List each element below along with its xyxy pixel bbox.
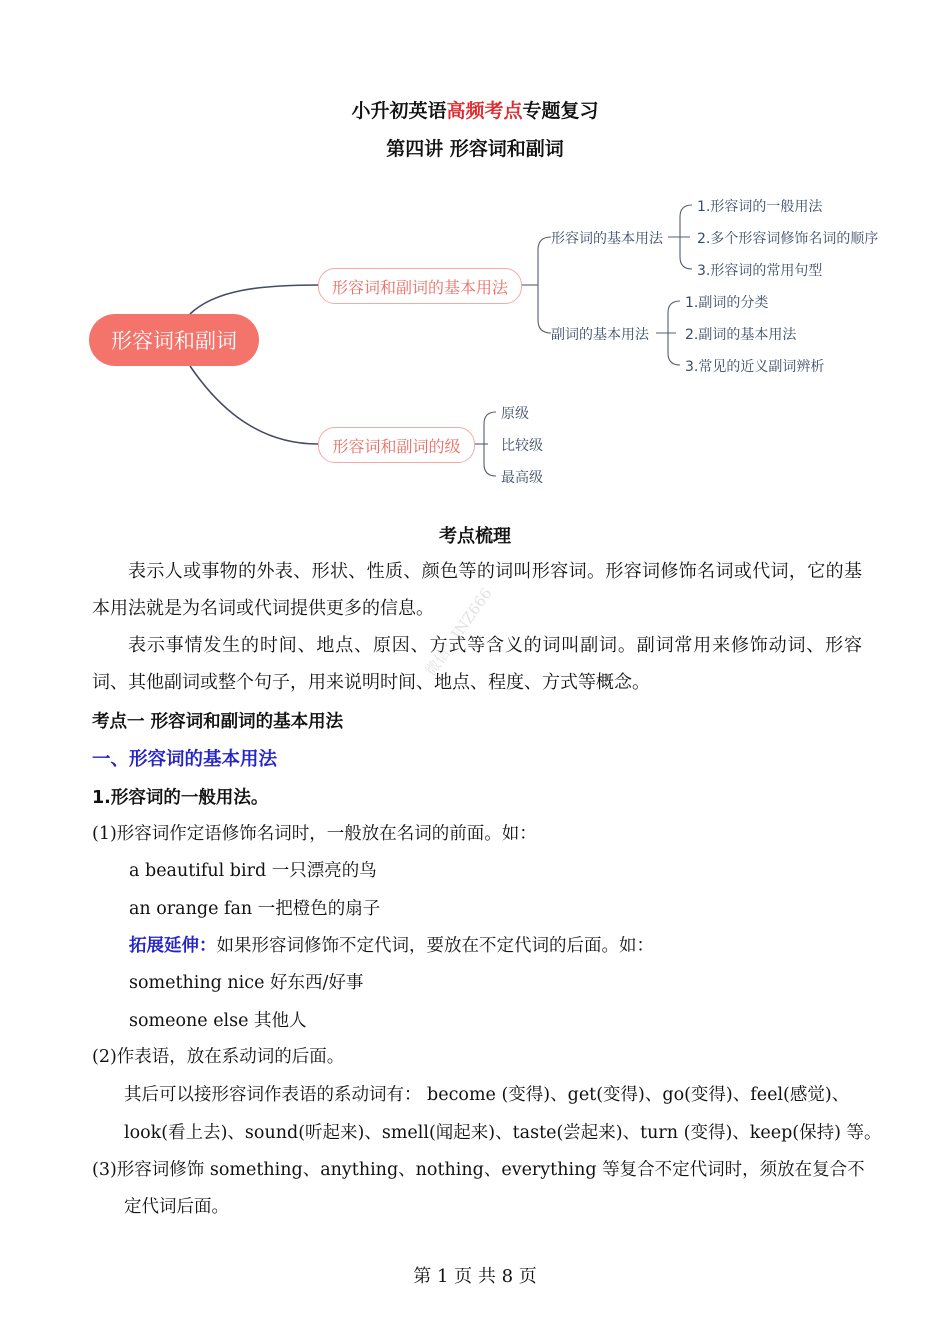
- lecture-title: 第四讲 形容词和副词: [386, 138, 564, 160]
- rule-2-detail: 其后可以接形容词作表语的系动词有： become (变得)、get(变得)、go(变得)、feel(感觉)、: [124, 1085, 850, 1105]
- paragraph-adjective-definition: 表示人或事物的外表、形状、性质、颜色等的词叫形容词。形容词修饰名词或代词，它的基本用法就是为名词或代词提供更多的信息。: [92, 561, 862, 619]
- mindmap-leaf: 2.副词的基本用法: [685, 327, 797, 343]
- title-prefix: 小升初英语: [351, 100, 447, 122]
- rule-2: (2)作表语，放在系动词的后面。: [92, 1047, 345, 1067]
- section-title: 考点梳理: [439, 526, 511, 547]
- extension-note: [129, 932, 654, 957]
- mindmap-leaf: 1.副词的分类: [685, 295, 769, 311]
- example-line: someone else 其他人: [129, 1011, 307, 1031]
- mindmap-leaf: 最高级: [501, 470, 543, 486]
- rule-1: (1)形容词作定语修饰名词时，一般放在名词的前面。如：: [92, 824, 537, 844]
- connector-root-branch1: [190, 285, 318, 314]
- page-number: 第 1 页 共 8 页: [413, 1266, 537, 1287]
- mindmap-sub-adjective: 形容词的基本用法: [551, 231, 663, 247]
- extension-label: 拓展延伸：: [129, 936, 217, 956]
- mindmap-leaf: 原级: [501, 406, 529, 422]
- sub-heading: 1.形容词的一般用法。: [92, 788, 269, 808]
- extension-text: 如果形容词修饰不定代词，要放在不定代词的后面。如：: [216, 936, 654, 956]
- kaodian-heading: 考点一 形容词和副词的基本用法: [92, 712, 344, 732]
- mindmap-branch-basic-usage: 形容词和副词的基本用法: [318, 268, 522, 304]
- rule-3-continued: 定代词后面。: [124, 1197, 229, 1217]
- example-line: a beautiful bird 一只漂亮的鸟: [129, 861, 377, 881]
- mindmap-leaf: 3.常见的近义副词辨析: [685, 359, 825, 375]
- title-suffix: 专题复习: [522, 100, 599, 122]
- connector-root-branch2: [190, 366, 318, 444]
- mindmap-branch-degrees: 形容词和副词的级: [318, 427, 475, 463]
- mindmap-root: 形容词和副词: [89, 314, 259, 366]
- mindmap-leaf: 3.形容词的常用句型: [697, 263, 823, 279]
- rule-2-detail: look(看上去)、sound(听起来)、smell(闻起来)、taste(尝起来)、turn (变得)、keep(保持) 等。: [124, 1123, 882, 1143]
- blue-heading: 一、形容词的基本用法: [92, 749, 278, 770]
- title-highlight: 高频考点: [446, 100, 523, 122]
- paragraph-adverb-definition: 表示事情发生的时间、地点、原因、方式等含义的词叫副词。副词常用来修饰动词、形容词、其他副词或整个句子，用来说明时间、地点、程度、方式等概念。: [92, 635, 862, 693]
- mindmap-leaf: 比较级: [501, 438, 543, 454]
- example-line: something nice 好东西/好事: [129, 973, 364, 993]
- mindmap-leaf: 1.形容词的一般用法: [697, 199, 823, 215]
- rule-3: (3)形容词修饰 something、anything、nothing、everything 等复合不定代词时，须放在复合不: [92, 1160, 865, 1180]
- mindmap-leaf: 2.多个形容词修饰名词的顺序: [697, 231, 879, 247]
- watermark: 微信：JNZ666: [421, 584, 496, 680]
- example-line: an orange fan 一把橙色的扇子: [129, 899, 381, 919]
- mindmap-sub-adverb: 副词的基本用法: [551, 327, 649, 343]
